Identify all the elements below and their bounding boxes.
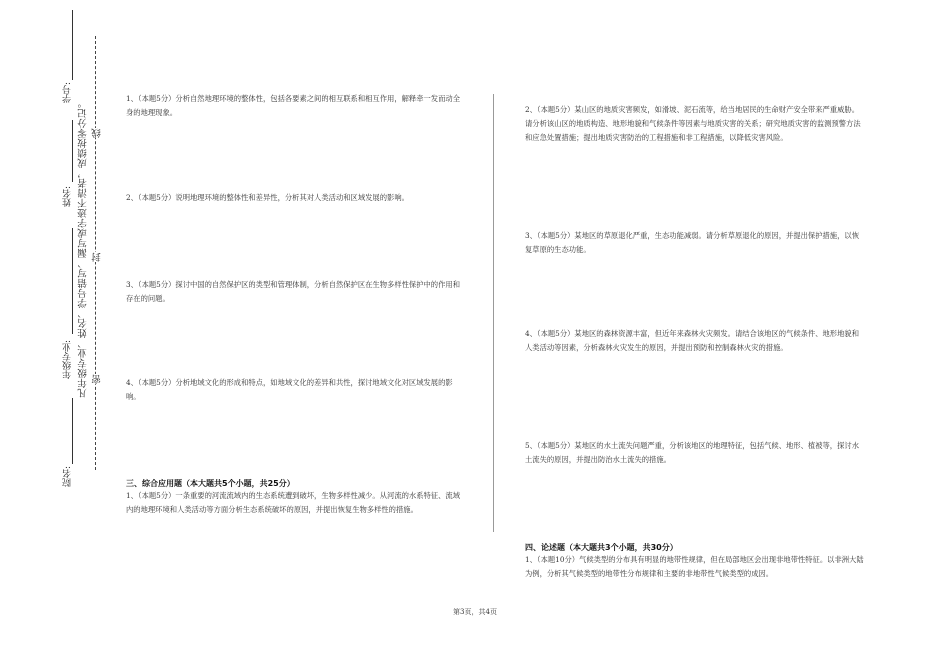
section-3-question-4: 4、（本题5分）某地区的森林资源丰富，但近年来森林火灾频发。请结合该地区的气候条件、地形地貌和人类活动等因素，分析森林火灾发生的原因，并提出预防和控制森林火灾的措施。 <box>525 329 859 352</box>
section-3-question-3: 3、（本题5分）某地区的草原退化严重，生态功能减弱。请分析草原退化的原因，并提出保护措施，以恢复草原的生态功能。 <box>525 231 859 254</box>
column-divider <box>493 94 494 532</box>
question-1: 1、（本题5分）分析自然地理环境的整体性，包括各要素之间的相互联系和相互作用，解释牵一发而动全身的地理现象。 <box>126 94 460 117</box>
nianji-label: 年级专业: <box>63 340 73 380</box>
xuehao-label: 学号: <box>63 82 73 104</box>
seal-char-mi: 密 <box>92 374 103 384</box>
question-3: 3、（本题5分）探讨中国的自然保护区的类型和管理体制，分析自然保护区在生物多样性保护中的作用和存在的问题。 <box>126 280 460 303</box>
xuehao-underline <box>72 10 73 80</box>
binding-notice: 凡年级专业、姓名、学号错写、漏写或字迹不清者，成绩按零分记。 <box>78 98 89 398</box>
question-4: 4、（本题5分）分析地域文化的形成和特点，如地域文化的差异和共性，探讨地域文化对区域发展的影响。 <box>126 378 453 401</box>
yuanming-underline <box>72 398 73 464</box>
section-3-question-2: 2、（本题5分）某山区的地质灾害频发，如滑坡、泥石流等，给当地居民的生命财产安全带来严重威胁。请分析该山区的地质构造、地形地貌和气候条件等因素与地质灾害的关系；研究地质灾害的监测预警方法和应急处置措施；提出地质灾害防治的工程措施和非工程措施，以降低灾害风险。 <box>525 105 861 142</box>
nianji-underline <box>72 228 73 334</box>
binding-margin <box>0 0 110 672</box>
question-2: 2、（本题5分）说明地理环境的整体性和差异性，分析其对人类活动和区域发展的影响。 <box>126 193 409 202</box>
seal-char-feng: 封 <box>92 252 103 262</box>
seal-char-xian: 线 <box>92 128 103 138</box>
xingming-label: 姓名: <box>63 186 73 208</box>
page-number: 第3页，共4页 <box>453 608 497 616</box>
section-3-question-5: 5、（本题5分）某地区的水土流失问题严重，分析该地区的地理特征，包括气候、地形、植被等，探讨水土流失的原因，并提出防治水土流失的措施。 <box>525 441 859 464</box>
section-4-title: 四、论述题（本大题共3个小题，共30分） <box>525 543 678 552</box>
xingming-underline <box>72 120 73 182</box>
section-4-question-1: 1、（本题10分）气候类型的分布具有明显的地带性规律，但在局部地区会出现非地带性特征。以非洲大陆为例，分析其气候类型的地带性分布规律和主要的非地带性气候类型的成因。 <box>525 555 864 578</box>
section-3-question-1: 1、（本题5分）一条重要的河流流域内的生态系统遭到破坏，生物多样性减少。从河流的水系特征、流域内的地理环境和人类活动等方面分析生态系统破坏的原因，并提出恢复生物多样性的措施。 <box>126 491 460 514</box>
yuanming-label: 院名: <box>63 466 73 488</box>
section-3-title: 三、综合应用题（本大题共5个小题，共25分） <box>126 479 295 488</box>
